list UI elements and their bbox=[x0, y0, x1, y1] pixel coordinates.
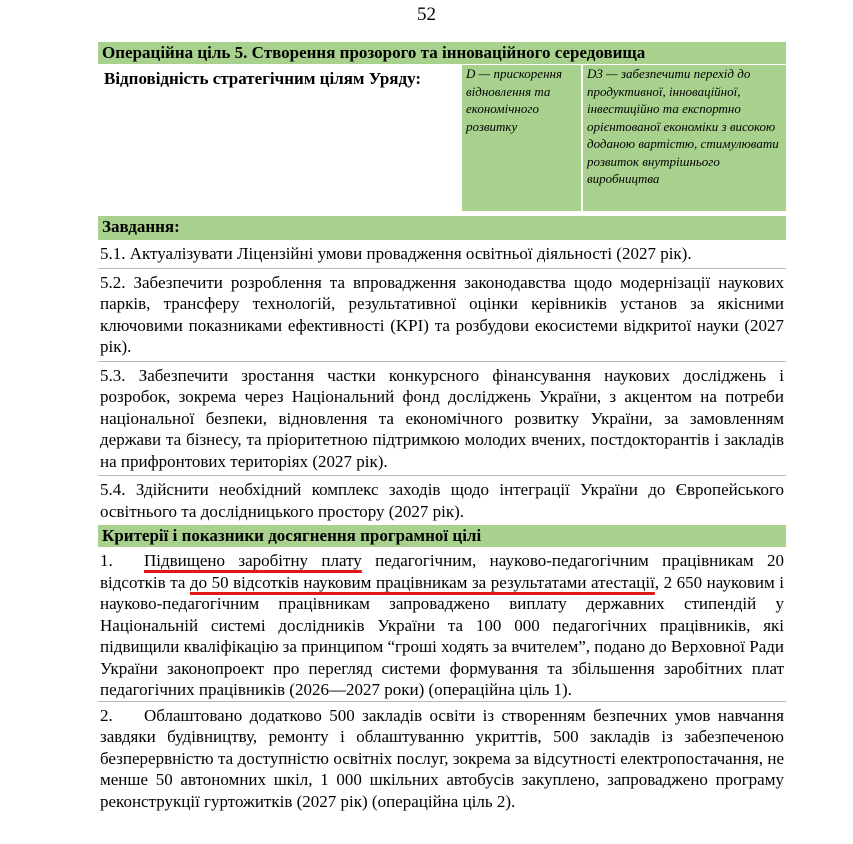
goal-d3-cell: D3 — забезпечити перехід до продуктивної, інноваційної, інвестиційно та експортно орієнтованої економіки з високою доданою вартістю, стимулювати розвиток внутрішнього виробництва bbox=[583, 65, 786, 211]
task-item: 5.1. Актуалізувати Ліцензійні умови провадження освітньої діяльності (2027 рік). bbox=[98, 243, 786, 269]
task-item: 5.4. Здійснити необхідний комплекс заходів щодо інтеграції України до Європейського освітнього та дослідницького простору (2027 рік). bbox=[100, 480, 784, 521]
government-goals-label: Відповідність стратегічним цілям Уряду: bbox=[104, 69, 422, 88]
operational-goal-title: Операційна ціль 5. Створення прозорого та інноваційного середовища bbox=[98, 42, 786, 64]
underlined-attestation-phrase: до 50 відсотків науковим працівникам за результатами атестації bbox=[189, 572, 655, 592]
criteria-item-text: педагогічним, науково-педагогічним працівникам 20 відсотків та bbox=[100, 551, 785, 592]
criteria-item bbox=[98, 705, 786, 813]
criteria-item-number: 2. bbox=[100, 705, 113, 725]
page-number: 52 bbox=[417, 4, 436, 25]
criteria-item-number: 1. bbox=[100, 551, 113, 570]
criteria-item-text: Облаштовано додатково 500 закладів освіти із створенням безпечних умов навчання завдяки будівництву, ремонту і облаштуванню укриттів, 500 закладів із забезпеченою безперервністю та доступністю освітніх послуг, зокрема за відсутності електропостачання, не менше 50 автономних шкіл, 1 000 шкільних автобусів закуплено, запроваджено програму реконструкції гуртожитків (2027 рік) (операційна ціль 2). bbox=[100, 705, 784, 811]
document-body bbox=[98, 42, 786, 812]
task-item: 5.2. Забезпечити розроблення та впровадження законодавства щодо модернізації наукових парків, трансферу технологій, результативної оцінки керівників установ за якісними ключовими показниками ефективності (KPI) та розбудови екосистеми відкритої науки (2027 рік). bbox=[98, 272, 786, 362]
underlined-salary-phrase: Підвищено заробітну плату bbox=[144, 551, 362, 570]
criteria-item bbox=[98, 550, 786, 702]
goal-d-cell: D — прискорення відновлення та економічного розвитку bbox=[462, 65, 581, 211]
criteria-header: Критерії і показники досягнення програмної цілі bbox=[98, 525, 786, 547]
tasks-header: Завдання: bbox=[98, 216, 786, 240]
criteria-item-text: , 2 650 науковим і науково-педагогічним працівникам запроваджено виплату державних стипендій у Національній системі дослідників України та 100 000 педагогічних працівників, які підвищили кваліфікацію за принципом “гроші ходять за вчителем”, подано до Верховної Ради України законопроект про перегляд системи формування та збільшення заробітних плат педагогічних працівників (2026—2027 роки) (операційна ціль 1). bbox=[100, 572, 784, 699]
task-item: 5.3. Забезпечити зростання частки конкурсного фінансування наукових досліджень і розробок, зокрема через Національний фонд досліджень України, з акцентом на потреби національної безпеки, відновлення та економічного розвитку України, за замовленням держави та бізнесу, та пріоритетною підтримкою молодих вчених, постдокторантів і закладів на прифронтових територіях (2027 рік). bbox=[98, 365, 786, 477]
government-goals-row bbox=[98, 65, 786, 211]
